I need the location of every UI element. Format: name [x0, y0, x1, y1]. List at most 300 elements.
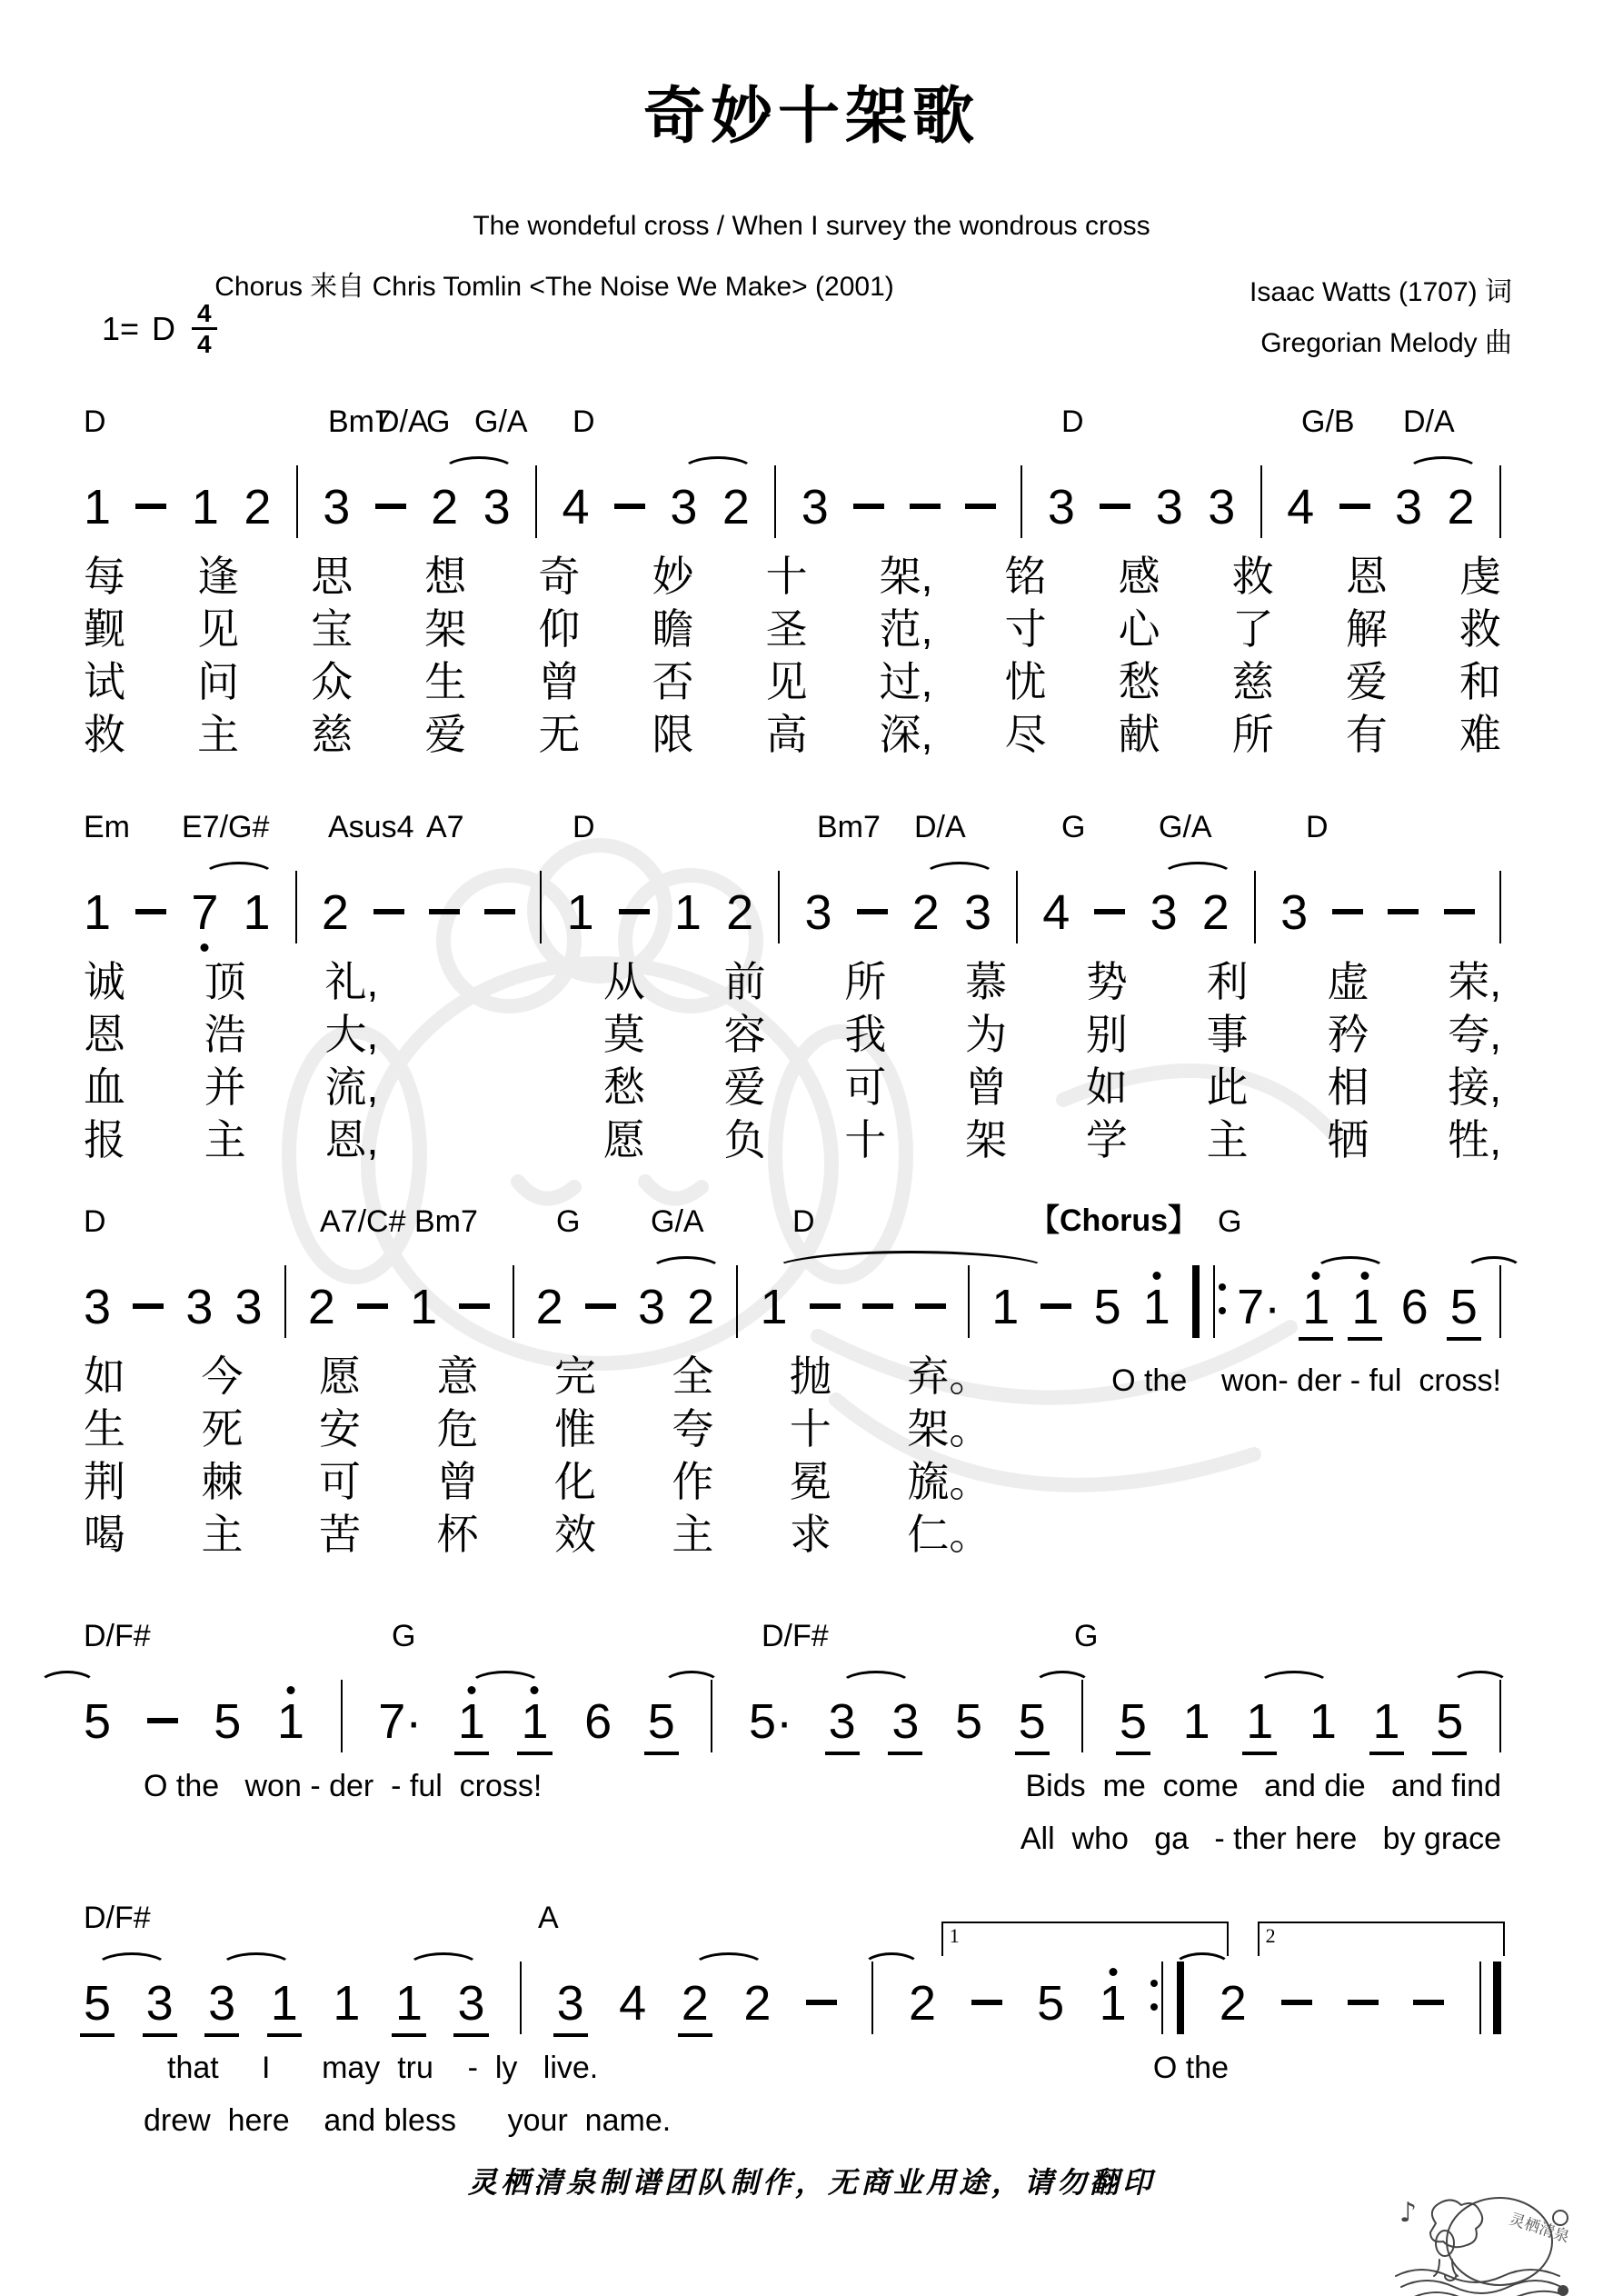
lyric-syllable: 愿 [318, 1353, 361, 1400]
lyric-syllable: 势 [1085, 958, 1128, 1005]
chord-label: Asus4 [328, 810, 414, 844]
lyric-group [1021, 1822, 1501, 1856]
note-digit: 3 [145, 1976, 174, 2031]
note-digit: 1 [1099, 1976, 1127, 2031]
lyric-syllable: 相 [1327, 1063, 1369, 1111]
lyric-syllable: 牺 [1327, 1116, 1369, 1163]
chord-label: D [1061, 404, 1084, 439]
note-digit: 1 [395, 1982, 423, 2027]
duration-dash [484, 909, 515, 914]
bar-line [1499, 871, 1501, 943]
lyric-syllable: 尽 [1004, 711, 1047, 758]
slur-arc [862, 1952, 921, 1982]
note-digit: 3 [1047, 480, 1075, 535]
duration-dash [133, 1303, 164, 1309]
duration-dash [1444, 909, 1475, 914]
bar-line [341, 1680, 343, 1752]
lyric-row [84, 1770, 1501, 1812]
lyric-syllable: 曾 [436, 1458, 479, 1506]
lyric-syllable: 愁 [602, 1063, 645, 1111]
note-digit: 3 [1280, 885, 1309, 941]
lyric-syllable: 主 [1206, 1116, 1249, 1163]
lyric-syllable: 思 [311, 553, 353, 600]
lyric-syllable [457, 961, 524, 1003]
note-digit: 1 [1246, 1700, 1273, 1745]
lyric-syllable: 负 [723, 1116, 766, 1163]
lyric-syllable: 意 [436, 1353, 479, 1400]
lyric-group [84, 1116, 1501, 1163]
key-signature [102, 300, 217, 358]
lyric-syllable: 荣, [1448, 958, 1501, 1005]
chord-label: E7/G# [182, 810, 270, 844]
duration-dash [910, 504, 941, 509]
note-digit: 7· [1237, 1280, 1281, 1335]
note-row [84, 1240, 1501, 1345]
slur-arc [38, 1671, 96, 1700]
lyric-syllable: 矜 [1327, 1011, 1369, 1058]
lyric-syllable: 仁。 [907, 1511, 991, 1559]
slur-arc [1451, 1671, 1509, 1700]
lyric-row [84, 2051, 1501, 2094]
music-system-4 [84, 1607, 1501, 1865]
lyric-syllable: 慈 [311, 711, 353, 758]
volta-bracket-1 [941, 1922, 1229, 1956]
note-digit: 1 [760, 1285, 787, 1331]
chord-row [84, 1193, 1501, 1240]
chord-label: D [84, 404, 106, 439]
time-signature-denominator: 4 [197, 330, 212, 359]
chord-label: D/F# [84, 1619, 151, 1653]
note-digit: 2 [1201, 885, 1230, 941]
duration-dash [619, 909, 650, 914]
chord-label: D/A [914, 810, 966, 844]
lyric-syllable: 生 [84, 1405, 125, 1453]
lyric-syllable: 大, [324, 1011, 379, 1058]
note-digit: 2 [1220, 1982, 1247, 2027]
lyric-syllable: 无 [538, 711, 581, 758]
lyric-syllable: 恩 [1345, 553, 1388, 600]
chord-label: G [1061, 810, 1086, 844]
lyric-row [84, 1405, 1501, 1453]
lyric-syllable: 圣 [765, 605, 808, 653]
lyric-syllable: 喝 [84, 1511, 125, 1559]
note-digit: 3 [1150, 891, 1178, 936]
lyric-syllable: 众 [311, 658, 353, 705]
lyric-text: Bids me come and die and find [1025, 1769, 1501, 1803]
lyric-syllable: 救 [1231, 553, 1274, 600]
lyric-group [84, 1353, 991, 1400]
chord-label: A7 [426, 810, 464, 844]
note-digit: 1 [191, 480, 219, 535]
lyric-syllable: 主 [204, 1116, 246, 1163]
svg-text:♪: ♪ [1399, 2197, 1418, 2229]
bar-line [284, 1265, 286, 1338]
lyric-syllable: 奇 [538, 553, 581, 600]
note-digit: 5 [648, 1700, 675, 1745]
lyric-syllable: 主 [197, 711, 240, 758]
publisher-sheep-logo [1392, 2189, 1574, 2296]
lyric-row [84, 1822, 1501, 1865]
duration-dash [135, 909, 166, 914]
note-digit: 3 [638, 1285, 665, 1331]
lyric-syllable: 解 [1345, 605, 1388, 653]
lyric-syllable: 莫 [602, 1011, 645, 1058]
chord-label: D/A [377, 404, 429, 439]
lyric-syllable: 架 [424, 605, 467, 653]
chord-label: Bm7 [414, 1204, 478, 1239]
lyric-syllable: 血 [84, 1063, 125, 1111]
lyric-row [84, 1511, 1501, 1559]
lyric-syllable: 想 [424, 553, 467, 600]
duration-dash [1281, 2000, 1312, 2005]
lyric-text: that I may tru - ly live. [167, 2051, 599, 2085]
composer-credit: Gregorian Melody 曲 [1260, 328, 1512, 358]
lyric-syllable: 礼, [324, 958, 379, 1005]
lyric-syllable: 恩, [324, 1116, 379, 1163]
chord-label: G/B [1301, 404, 1355, 439]
note-digit: 3 [483, 480, 511, 535]
lyricist-credit: Isaac Watts (1707) 词 [1250, 277, 1512, 307]
bar-line [540, 871, 542, 943]
note-digit: 4 [1042, 885, 1070, 941]
chord-label: D/F# [84, 1901, 151, 1935]
bar-line [535, 465, 537, 538]
duration-dash [1388, 909, 1419, 914]
note-digit: 3 [1208, 480, 1236, 535]
lyric-syllable: 今 [201, 1353, 244, 1400]
note-digit: 4 [562, 480, 590, 535]
lyric-syllable: 全 [672, 1353, 714, 1400]
lyric-syllable: 学 [1085, 1116, 1128, 1163]
chord-label: G/A [1159, 810, 1212, 844]
note-digit: 1 [270, 1976, 298, 2031]
bar-line [1260, 465, 1262, 538]
note-digit: 3 [801, 480, 829, 535]
note-digit: 2 [535, 1280, 563, 1335]
time-signature [192, 300, 217, 358]
lyric-syllable: 冕 [789, 1458, 831, 1506]
note-digit: 4 [619, 1976, 647, 2031]
note-digit: 1 [458, 1700, 485, 1745]
chord-label: G [556, 1204, 581, 1239]
lyric-row [84, 555, 1501, 598]
note-digit: 2 [912, 891, 940, 936]
song-subtitle-english: The wondeful cross / When I survey the wondrous cross [473, 211, 1150, 241]
bar-line [1499, 465, 1501, 538]
duration-dash [1413, 2000, 1444, 2005]
lyric-syllable: 瞻 [652, 605, 694, 653]
lyric-syllable: 仰 [538, 605, 581, 653]
slur-arc [1465, 1256, 1523, 1285]
lyric-group [84, 553, 1501, 600]
note-digit: 3 [1395, 485, 1422, 531]
lyric-row [84, 2104, 1501, 2147]
lyric-rows [84, 2051, 1501, 2147]
lyric-syllable: 限 [652, 711, 694, 758]
lyric-syllable: 效 [553, 1511, 596, 1559]
tonic-note: D [152, 309, 176, 347]
lyric-group [84, 1063, 1501, 1111]
lyric-syllable: 深, [879, 711, 933, 758]
section-label: 【Chorus】 [1029, 1203, 1199, 1238]
lyric-syllable: 试 [84, 658, 125, 705]
bar-line [295, 871, 297, 943]
duration-dash [147, 1718, 178, 1723]
chord-label: D [84, 1204, 106, 1239]
duration-dash [971, 2000, 1002, 2005]
lyric-syllable: 铭 [1004, 553, 1047, 600]
note-digit: 5 [214, 1694, 242, 1750]
chord-label: D [573, 810, 595, 844]
chord-row [84, 798, 1501, 845]
lyric-syllable: 愿 [602, 1116, 645, 1163]
lyric-text: O the won- der - ful cross! [1111, 1363, 1501, 1398]
duration-dash [585, 1303, 616, 1309]
lyric-group [84, 1511, 991, 1559]
lyric-syllable: 有 [1345, 711, 1388, 758]
note-digit: 1 [991, 1280, 1020, 1335]
note-digit: 1 [276, 1694, 304, 1750]
lyric-syllable: 恩 [84, 1011, 125, 1058]
lyric-syllable: 过, [879, 658, 933, 705]
chorus-source-credit: Chorus 来自 Chris Tomlin <The Noise We Make> (2001) [214, 272, 894, 302]
lyric-syllable: 牲, [1448, 1116, 1501, 1163]
note-digit: 1 [566, 885, 594, 941]
lyric-syllable: 寸 [1004, 605, 1047, 653]
note-digit: 1 [84, 480, 112, 535]
lyric-syllable: 为 [965, 1011, 1008, 1058]
chord-label: Bm7 [817, 810, 881, 844]
lyric-syllable: 架, [879, 553, 933, 600]
lyric-syllable: 可 [318, 1458, 361, 1506]
lyric-syllable: 问 [197, 658, 240, 705]
note-digit: 1 [1302, 1285, 1329, 1331]
lyric-syllable: 觐 [84, 605, 125, 653]
note-digit: 5 [954, 1694, 983, 1750]
lyric-syllable: 范, [879, 605, 933, 653]
note-digit: 2 [726, 885, 754, 941]
copyright-notice: 灵栖清泉制谱团队制作，无商业用途，请勿翻印 [467, 2165, 1155, 2200]
note-digit: 1 [410, 1280, 438, 1335]
note-digit: 3 [963, 885, 991, 941]
lyric-group [84, 711, 1501, 758]
chord-row [84, 393, 1501, 440]
lyric-syllable: 我 [844, 1011, 887, 1058]
bar-line [1021, 465, 1022, 538]
lyric-syllable: 安 [318, 1405, 361, 1453]
chord-label: D [792, 1204, 815, 1239]
music-system-1 [84, 393, 1501, 756]
lyric-row [84, 658, 1501, 705]
lyric-syllable: 十 [789, 1405, 831, 1453]
lyric-syllable: 十 [765, 553, 808, 600]
note-row [84, 1654, 1501, 1760]
duration-dash [614, 504, 645, 509]
logo-text: 灵栖清泉 [1507, 2210, 1572, 2246]
lyric-syllable: 作 [672, 1458, 714, 1506]
lyric-rows [84, 958, 1501, 1163]
lyric-group [84, 1405, 991, 1453]
chord-label: D/A [1403, 404, 1455, 439]
chord-label: G [392, 1619, 416, 1653]
lyric-syllable: 爱 [424, 711, 467, 758]
time-signature-numerator: 4 [192, 300, 217, 330]
lyric-syllable: 杯 [436, 1511, 479, 1559]
lyric-syllable: 死 [201, 1405, 244, 1453]
lyric-group [1025, 1770, 1501, 1803]
note-digit: 2 [743, 1976, 772, 2031]
note-digit: 5 [1436, 1700, 1463, 1745]
lyric-syllable: 旒。 [907, 1458, 991, 1506]
lyric-syllable: 见 [197, 605, 240, 653]
duration-dash [862, 1303, 893, 1309]
duration-dash [1094, 909, 1125, 914]
song-title: 奇妙十架歌 [642, 82, 980, 151]
note-digit: 2 [682, 1982, 709, 2027]
duration-dash [1041, 1303, 1071, 1309]
lyric-syllable: 完 [553, 1353, 596, 1400]
note-digit: 2 [1447, 480, 1475, 535]
note-row [84, 440, 1501, 545]
lyric-syllable [457, 1066, 524, 1108]
lyric-group [1111, 1364, 1501, 1398]
lyric-syllable: 宝 [311, 605, 353, 653]
chord-label: A7/C# [320, 1204, 406, 1239]
lyric-row [84, 958, 1501, 1005]
music-system-5 [84, 1889, 1501, 2147]
duration-dash [915, 1303, 946, 1309]
lyric-syllable: 此 [1206, 1063, 1249, 1111]
duration-dash [1332, 909, 1363, 914]
note-digit: 3 [804, 885, 832, 941]
chord-label: Bm7 [328, 404, 392, 439]
note-digit: 3 [84, 1280, 112, 1335]
lyric-syllable: 献 [1118, 711, 1160, 758]
lyric-syllable: 和 [1459, 658, 1501, 705]
lyric-syllable: 荆 [84, 1458, 125, 1506]
lyric-syllable: 曾 [538, 658, 581, 705]
lyric-syllable: 苦 [318, 1511, 361, 1559]
lyric-syllable: 架。 [907, 1405, 991, 1453]
duration-dash [810, 1303, 841, 1309]
lyric-syllable [457, 1119, 524, 1161]
lyric-syllable: 事 [1206, 1011, 1249, 1058]
lyric-group [84, 605, 1501, 653]
duration-dash [1339, 504, 1370, 509]
lyric-syllable: 可 [844, 1063, 887, 1111]
lyric-syllable: 如 [1085, 1063, 1128, 1111]
lyric-syllable: 危 [436, 1405, 479, 1453]
note-digit: 3 [891, 1694, 920, 1750]
lyric-rows [84, 1353, 1501, 1559]
key-prefix: 1= [102, 309, 140, 347]
duration-dash [429, 909, 460, 914]
lyric-group [84, 1011, 1501, 1058]
lyric-row [84, 1355, 1501, 1398]
lyric-row [84, 711, 1501, 758]
note-digit: 3 [234, 1280, 263, 1335]
note-digit: 1 [1351, 1280, 1379, 1335]
lyric-syllable: 主 [672, 1511, 714, 1559]
note-digit: 2 [722, 480, 750, 535]
chord-label: D [573, 404, 595, 439]
lyric-text: O the [1152, 2051, 1229, 2085]
note-digit: 3 [829, 1700, 856, 1745]
lyric-syllable: 夸, [1448, 1011, 1501, 1058]
lyric-group [84, 658, 1501, 705]
chord-label: D [1306, 810, 1329, 844]
lyric-syllable: 所 [844, 958, 887, 1005]
lyric-syllable: 十 [844, 1116, 887, 1163]
lyric-row [84, 1063, 1501, 1111]
lyric-syllable [457, 1013, 524, 1055]
lyric-syllable: 感 [1118, 553, 1160, 600]
lyric-syllable: 抛 [789, 1353, 831, 1400]
volta-label: 2 [1265, 1924, 1276, 1947]
lyric-group [84, 1458, 991, 1506]
duration-dash [1100, 504, 1130, 509]
lyric-syllable: 忧 [1004, 658, 1047, 705]
lyric-syllable: 诚 [84, 958, 125, 1005]
lyric-group [144, 1770, 542, 1803]
lyric-text: drew here and bless your name. [144, 2103, 672, 2138]
lyric-syllable: 生 [424, 658, 467, 705]
lyric-syllable: 架 [965, 1116, 1008, 1163]
chord-label: A [538, 1901, 559, 1935]
lyric-syllable: 浩 [204, 1011, 246, 1058]
duration-dash [1348, 2000, 1379, 2005]
lyric-syllable: 救 [84, 711, 125, 758]
note-digit: 1 [673, 885, 702, 941]
note-digit: 3 [208, 1982, 235, 2027]
note-digit: 5 [1450, 1285, 1478, 1331]
duration-dash [373, 909, 404, 914]
volta-label: 1 [949, 1924, 960, 1947]
chord-row [84, 1607, 1501, 1654]
lyric-syllable: 所 [1231, 711, 1274, 758]
note-digit: 7 [191, 891, 218, 936]
lyric-syllable: 从 [602, 958, 645, 1005]
note-digit: 6 [1400, 1280, 1429, 1335]
lyric-row [84, 1458, 1501, 1506]
bar-line [520, 1962, 522, 2034]
duration-dash [965, 504, 996, 509]
note-digit: 5 [1119, 1694, 1147, 1750]
duration-dash [375, 504, 406, 509]
note-digit: 1 [1142, 1280, 1170, 1335]
chord-label: D/F# [762, 1619, 829, 1653]
note-digit: 1 [333, 1976, 361, 2031]
note-digit: 1 [1182, 1694, 1210, 1750]
lyric-group [84, 958, 1501, 1005]
lyric-syllable: 慈 [1231, 658, 1274, 705]
lyric-syllable: 曾 [965, 1063, 1008, 1111]
lyric-syllable: 报 [84, 1116, 125, 1163]
lyric-syllable: 心 [1118, 605, 1160, 653]
lyric-syllable: 夸 [672, 1405, 714, 1453]
note-digit: 4 [1287, 480, 1315, 535]
lyric-syllable: 化 [553, 1458, 596, 1506]
lyric-group [144, 2104, 671, 2138]
bar-line [1192, 1265, 1215, 1338]
lyric-syllable: 利 [1206, 958, 1249, 1005]
chord-label: Em [84, 810, 130, 844]
note-digit: 1 [243, 885, 271, 941]
lyric-syllable: 慕 [965, 958, 1008, 1005]
lyric-syllable: 逢 [197, 553, 240, 600]
lyric-syllable: 愁 [1118, 658, 1160, 705]
lyric-syllable: 虔 [1459, 553, 1501, 600]
